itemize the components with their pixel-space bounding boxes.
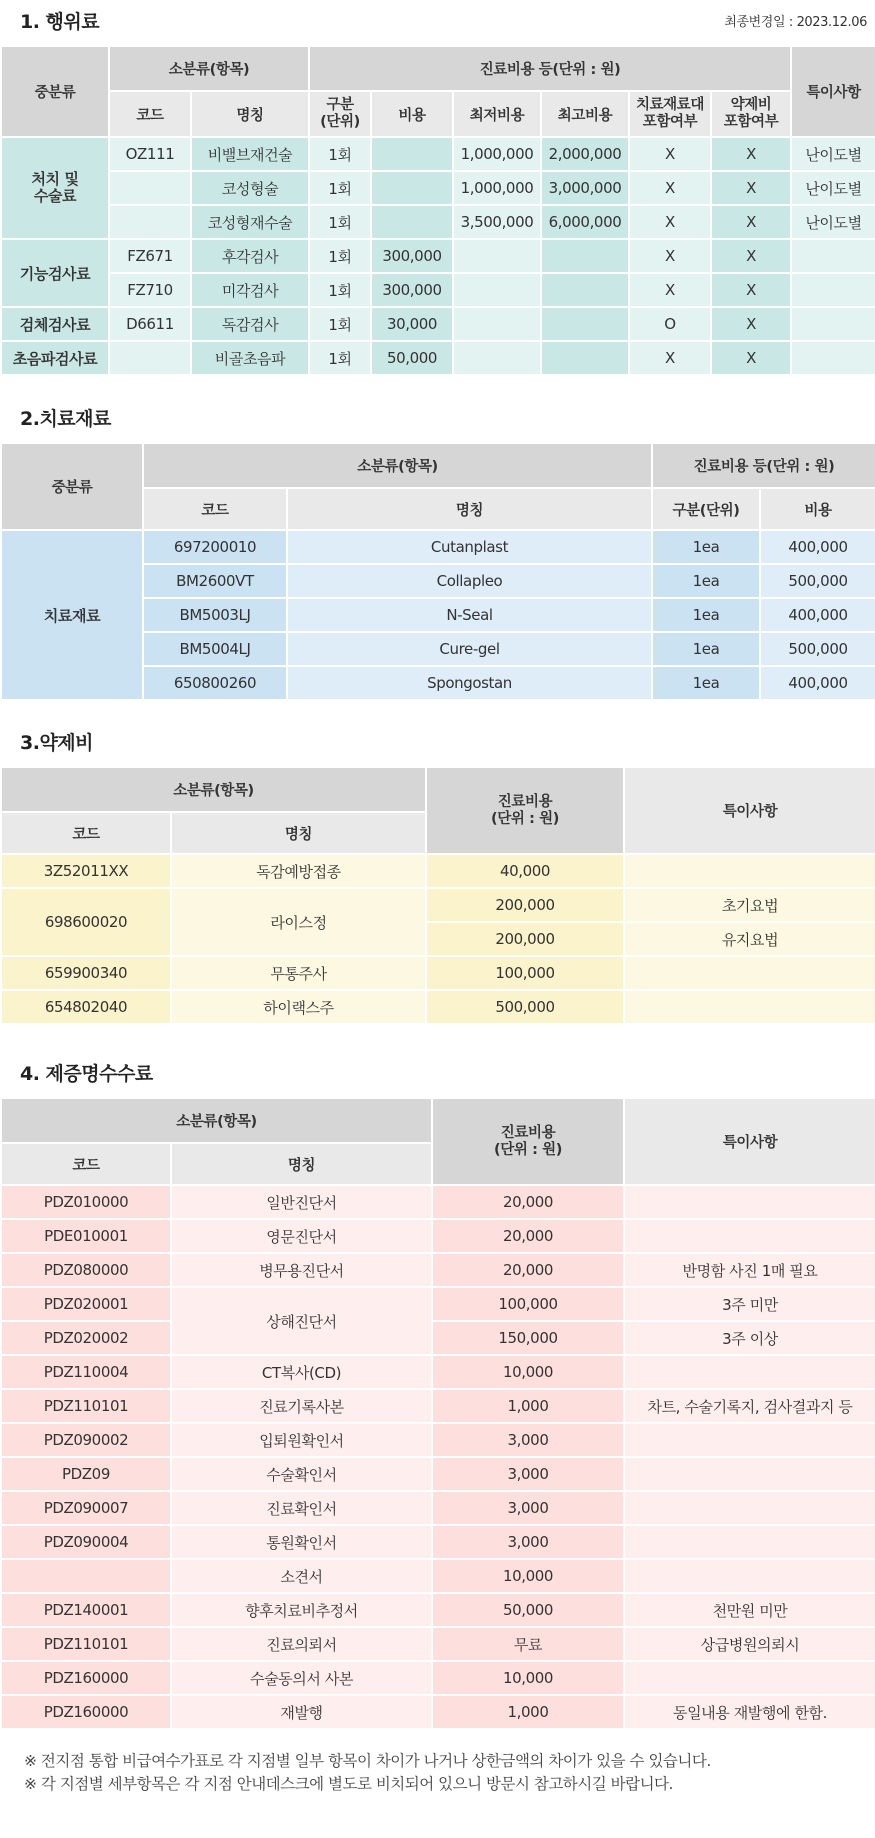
table-row	[1, 888, 875, 922]
cell-note: 유지요법	[624, 922, 875, 956]
cell-name: Spongostan	[287, 666, 652, 700]
header-code: 코드	[1, 812, 171, 854]
cell-min	[453, 239, 541, 273]
material-table	[0, 442, 875, 701]
header-note: 특이사항	[624, 1098, 875, 1185]
cell-unit: 1회	[309, 171, 371, 205]
cell-name: Cutanplast	[287, 530, 652, 564]
footnote-1: ※ 전지점 통합 비급여수가표로 각 지점별 일부 항목이 차이가 나거나 상한금액의 차이가 있을 수 있습니다.	[24, 1752, 711, 1770]
cell-price: 30,000	[371, 307, 453, 341]
table-row	[1, 273, 875, 307]
cell-name: 라이스정	[171, 888, 426, 956]
cell-code: 654802040	[1, 990, 171, 1024]
cell-unit: 1ea	[652, 632, 760, 666]
cell-min	[453, 273, 541, 307]
cell-drug: X	[711, 341, 791, 375]
cell-material: X	[629, 171, 711, 205]
group-function-test: 기능검사료	[1, 239, 109, 307]
cell-cost: 10,000	[432, 1559, 624, 1593]
cell-name: 코성형술	[191, 171, 309, 205]
header-sub-category: 소분류(항목)	[1, 1098, 432, 1143]
table-row	[1, 990, 875, 1024]
last-updated: 최종변경일 : 2023.12.06	[724, 15, 867, 30]
header-sub-category: 소분류(항목)	[1, 767, 426, 812]
cell-name: 향후치료비추정서	[171, 1593, 432, 1627]
cell-drug: X	[711, 137, 791, 171]
cell-code: PDE010001	[1, 1219, 171, 1253]
cell-unit: 1ea	[652, 598, 760, 632]
cell-unit: 1회	[309, 341, 371, 375]
cell-drug: X	[711, 307, 791, 341]
cell-min	[453, 307, 541, 341]
cell-cost: 무료	[432, 1627, 624, 1661]
cell-drug: X	[711, 171, 791, 205]
cell-note	[791, 307, 875, 341]
cell-code: BM5003LJ	[143, 598, 287, 632]
cell-note	[791, 239, 875, 273]
cell-cost: 10,000	[432, 1661, 624, 1695]
group-specimen-test: 검체검사료	[1, 307, 109, 341]
cell-unit: 1회	[309, 239, 371, 273]
cell-note: 상급병원의뢰시	[624, 1627, 875, 1661]
header-code: 코드	[143, 488, 287, 530]
header-code: 코드	[1, 1143, 171, 1185]
table-row	[1, 1627, 875, 1661]
cell-name: 진료의뢰서	[171, 1627, 432, 1661]
cell-max: 3,000,000	[541, 171, 629, 205]
cell-note	[624, 990, 875, 1024]
table-row	[1, 956, 875, 990]
cell-code: 3Z52011XX	[1, 854, 171, 888]
section-1-title	[0, 0, 875, 45]
cell-code	[109, 341, 191, 375]
cell-code: PDZ080000	[1, 1253, 171, 1287]
header-cost: 진료비용 (단위 : 원)	[426, 767, 624, 854]
cell-cost: 50,000	[432, 1593, 624, 1627]
table-row	[1, 530, 875, 564]
cell-unit: 1회	[309, 307, 371, 341]
header-name: 명칭	[191, 91, 309, 137]
cell-unit: 1회	[309, 137, 371, 171]
cell-price: 300,000	[371, 239, 453, 273]
certificate-fee-table	[0, 1097, 875, 1730]
cell-material: X	[629, 205, 711, 239]
header-cost: 진료비용 등(단위 : 원)	[652, 443, 875, 488]
footnotes	[0, 1730, 875, 1796]
cell-price: 50,000	[371, 341, 453, 375]
cell-note	[624, 1661, 875, 1695]
cell-note	[624, 1423, 875, 1457]
table-row	[1, 171, 875, 205]
cell-material: X	[629, 341, 711, 375]
group-treatment-surgery: 처치 및 수술료	[1, 137, 109, 239]
cell-cost: 3,000	[432, 1457, 624, 1491]
group-ultrasound: 초음파검사료	[1, 341, 109, 375]
cell-code: PDZ110101	[1, 1627, 171, 1661]
cell-code: BM2600VT	[143, 564, 287, 598]
cell-unit: 1회	[309, 205, 371, 239]
cell-price: 500,000	[760, 632, 875, 666]
cell-name: 소견서	[171, 1559, 432, 1593]
header-sub-category: 소분류(항목)	[143, 443, 652, 488]
cell-name: 무통주사	[171, 956, 426, 990]
cell-name: 영문진단서	[171, 1219, 432, 1253]
header-mid-category: 중분류	[1, 443, 143, 530]
table-row	[1, 1287, 875, 1321]
header-price: 비용	[371, 91, 453, 137]
cell-price	[371, 205, 453, 239]
cell-name: 비골초음파	[191, 341, 309, 375]
cell-price: 400,000	[760, 666, 875, 700]
table-row	[1, 239, 875, 273]
cell-cost: 40,000	[426, 854, 624, 888]
cell-note	[624, 956, 875, 990]
header-unit: 구분(단위)	[652, 488, 760, 530]
cell-code: 659900340	[1, 956, 171, 990]
group-material: 치료재료	[1, 530, 143, 700]
cell-code: FZ671	[109, 239, 191, 273]
table-row	[1, 1559, 875, 1593]
cell-unit: 1ea	[652, 666, 760, 700]
cell-drug: X	[711, 205, 791, 239]
cell-name: 진료기록사본	[171, 1389, 432, 1423]
cell-name: 입퇴원확인서	[171, 1423, 432, 1457]
cell-name: 진료확인서	[171, 1491, 432, 1525]
cell-name: 일반진단서	[171, 1185, 432, 1219]
cell-name: CT복사(CD)	[171, 1355, 432, 1389]
cell-min	[453, 341, 541, 375]
cell-price: 500,000	[760, 564, 875, 598]
table-row	[1, 205, 875, 239]
cell-note	[624, 1457, 875, 1491]
cell-code: 697200010	[143, 530, 287, 564]
cell-price: 400,000	[760, 598, 875, 632]
section-2-title: 2.치료재료	[20, 408, 111, 430]
cell-max	[541, 239, 629, 273]
cell-material: X	[629, 137, 711, 171]
cell-unit: 1ea	[652, 530, 760, 564]
cell-drug: X	[711, 239, 791, 273]
table-row	[1, 1457, 875, 1491]
header-min: 최저비용	[453, 91, 541, 137]
table-row	[1, 1389, 875, 1423]
cell-code: OZ111	[109, 137, 191, 171]
cell-min: 1,000,000	[453, 137, 541, 171]
cell-max	[541, 273, 629, 307]
table-row	[1, 854, 875, 888]
header-cost: 진료비용 등(단위 : 원)	[309, 46, 791, 91]
table-row	[1, 1185, 875, 1219]
cell-code: PDZ090002	[1, 1423, 171, 1457]
section-1-heading: 1. 행위료	[20, 11, 100, 33]
cell-drug: X	[711, 273, 791, 307]
cell-cost: 20,000	[432, 1185, 624, 1219]
cell-code: FZ710	[109, 273, 191, 307]
cell-unit: 1회	[309, 273, 371, 307]
cell-note: 동일내용 재발행에 한함.	[624, 1695, 875, 1729]
cell-code: BM5004LJ	[143, 632, 287, 666]
cell-note	[624, 1525, 875, 1559]
cell-price: 300,000	[371, 273, 453, 307]
cell-name: N-Seal	[287, 598, 652, 632]
cell-note	[791, 341, 875, 375]
cell-name: 수술동의서 사본	[171, 1661, 432, 1695]
cell-code: PDZ110101	[1, 1389, 171, 1423]
cell-note	[624, 1355, 875, 1389]
table-row	[1, 1253, 875, 1287]
header-name: 명칭	[171, 812, 426, 854]
cell-name: 코성형재수술	[191, 205, 309, 239]
header-code: 코드	[109, 91, 191, 137]
header-max: 최고비용	[541, 91, 629, 137]
cell-note: 반명함 사진 1매 필요	[624, 1253, 875, 1287]
cell-code: PDZ160000	[1, 1695, 171, 1729]
header-material: 치료재료대 포함여부	[629, 91, 711, 137]
cell-name: 상해진단서	[171, 1287, 432, 1355]
cell-name: 독감예방접종	[171, 854, 426, 888]
cell-note: 3주 이상	[624, 1321, 875, 1355]
cell-code: PDZ110004	[1, 1355, 171, 1389]
cell-note: 난이도별	[791, 137, 875, 171]
cell-note	[624, 1491, 875, 1525]
cell-name: 후각검사	[191, 239, 309, 273]
cell-code: PDZ140001	[1, 1593, 171, 1627]
cell-code: PDZ090007	[1, 1491, 171, 1525]
cell-name: 독감검사	[191, 307, 309, 341]
cell-name: 병무용진단서	[171, 1253, 432, 1287]
cell-note: 초기요법	[624, 888, 875, 922]
cell-min: 3,500,000	[453, 205, 541, 239]
cell-cost: 200,000	[426, 922, 624, 956]
table-row	[1, 1355, 875, 1389]
cell-code: D6611	[109, 307, 191, 341]
cell-cost: 150,000	[432, 1321, 624, 1355]
cell-note: 차트, 수술기록지, 검사결과지 등	[624, 1389, 875, 1423]
table-row	[1, 307, 875, 341]
table-row	[1, 137, 875, 171]
header-unit: 구분 (단위)	[309, 91, 371, 137]
cell-note: 난이도별	[791, 205, 875, 239]
cell-code: PDZ09	[1, 1457, 171, 1491]
cell-note	[624, 1559, 875, 1593]
cell-name: 비밸브재건술	[191, 137, 309, 171]
section-3-title: 3.약제비	[20, 732, 94, 754]
cell-code: 698600020	[1, 888, 171, 956]
cell-code: PDZ020002	[1, 1321, 171, 1355]
cell-code	[1, 1559, 171, 1593]
header-note: 특이사항	[624, 767, 875, 854]
cell-material: X	[629, 273, 711, 307]
cell-price: 400,000	[760, 530, 875, 564]
cell-code	[109, 171, 191, 205]
table-row	[1, 1219, 875, 1253]
cell-cost: 1,000	[432, 1695, 624, 1729]
cell-code	[109, 205, 191, 239]
cell-cost: 20,000	[432, 1253, 624, 1287]
cell-name: 하이랙스주	[171, 990, 426, 1024]
cell-cost: 1,000	[432, 1389, 624, 1423]
cell-note	[624, 854, 875, 888]
table-row	[1, 1695, 875, 1729]
cell-code: PDZ160000	[1, 1661, 171, 1695]
cell-price	[371, 137, 453, 171]
table-row	[1, 1491, 875, 1525]
cell-note: 난이도별	[791, 171, 875, 205]
table-row	[1, 1661, 875, 1695]
table-row	[1, 1423, 875, 1457]
cell-note	[791, 273, 875, 307]
cell-cost: 500,000	[426, 990, 624, 1024]
cell-max	[541, 307, 629, 341]
cell-name: 재발행	[171, 1695, 432, 1729]
cell-cost: 10,000	[432, 1355, 624, 1389]
cell-name: Cure-gel	[287, 632, 652, 666]
drug-fee-table	[0, 766, 875, 1025]
procedure-fee-table	[0, 45, 875, 376]
cell-cost: 3,000	[432, 1491, 624, 1525]
cell-max	[541, 341, 629, 375]
cell-name: 미각검사	[191, 273, 309, 307]
cell-material: X	[629, 239, 711, 273]
cell-name: Collapleo	[287, 564, 652, 598]
header-price: 비용	[760, 488, 875, 530]
header-drug: 약제비 포함여부	[711, 91, 791, 137]
cell-note	[624, 1219, 875, 1253]
cell-code: PDZ090004	[1, 1525, 171, 1559]
cell-code: PDZ010000	[1, 1185, 171, 1219]
cell-cost: 20,000	[432, 1219, 624, 1253]
header-mid-category: 중분류	[1, 46, 109, 137]
header-cost: 진료비용 (단위 : 원)	[432, 1098, 624, 1185]
table-row	[1, 1525, 875, 1559]
cell-name: 통원확인서	[171, 1525, 432, 1559]
header-sub-category: 소분류(항목)	[109, 46, 309, 91]
cell-note	[624, 1185, 875, 1219]
cell-cost: 100,000	[426, 956, 624, 990]
cell-cost: 100,000	[432, 1287, 624, 1321]
table-row	[1, 1321, 875, 1355]
cell-code: 650800260	[143, 666, 287, 700]
cell-price	[371, 171, 453, 205]
section-4-title: 4. 제증명수수료	[20, 1063, 153, 1085]
cell-cost: 3,000	[432, 1423, 624, 1457]
header-note: 특이사항	[791, 46, 875, 137]
cell-name: 수술확인서	[171, 1457, 432, 1491]
cell-code: PDZ020001	[1, 1287, 171, 1321]
cell-max: 2,000,000	[541, 137, 629, 171]
cell-cost: 3,000	[432, 1525, 624, 1559]
footnote-2: ※ 각 지점별 세부항목은 각 지점 안내데스크에 별도로 비치되어 있으니 방문시 참고하시길 바랍니다.	[24, 1775, 673, 1793]
cell-note: 천만원 미만	[624, 1593, 875, 1627]
table-row	[1, 341, 875, 375]
header-name: 명칭	[287, 488, 652, 530]
cell-max: 6,000,000	[541, 205, 629, 239]
cell-unit: 1ea	[652, 564, 760, 598]
header-name: 명칭	[171, 1143, 432, 1185]
cell-cost: 200,000	[426, 888, 624, 922]
cell-material: O	[629, 307, 711, 341]
table-row	[1, 1593, 875, 1627]
cell-min: 1,000,000	[453, 171, 541, 205]
cell-note: 3주 미만	[624, 1287, 875, 1321]
